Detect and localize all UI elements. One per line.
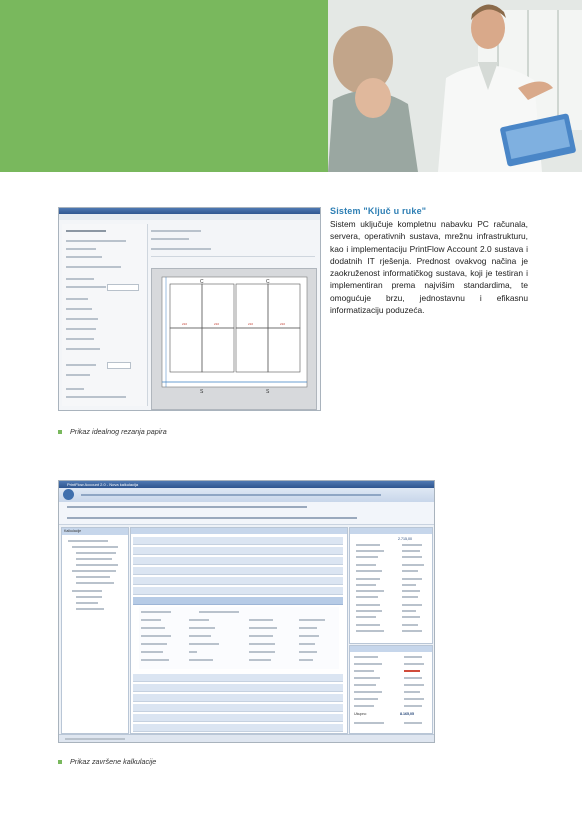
photo-illustration bbox=[328, 0, 582, 172]
list-row[interactable] bbox=[133, 577, 343, 585]
select-field-2[interactable] bbox=[107, 362, 131, 369]
caption-bullet bbox=[58, 430, 62, 434]
summary-total-value: 8.165,05 bbox=[400, 712, 414, 716]
svg-text:210: 210 bbox=[280, 322, 286, 326]
window-titlebar bbox=[59, 481, 434, 488]
green-banner bbox=[0, 0, 328, 172]
detail-table bbox=[139, 607, 339, 669]
list-row[interactable] bbox=[133, 684, 343, 692]
screenshot-paper-cutting bbox=[58, 207, 321, 411]
select-field[interactable] bbox=[107, 284, 139, 291]
list-row[interactable] bbox=[133, 587, 343, 595]
settings-panel bbox=[62, 224, 148, 406]
svg-text:S: S bbox=[200, 389, 204, 395]
app-orb[interactable] bbox=[63, 489, 74, 500]
properties-panel bbox=[349, 527, 433, 644]
tree-panel bbox=[61, 527, 129, 734]
caption-paper-cutting: Prikaz idealnog rezanja papira bbox=[70, 427, 167, 436]
list-row[interactable] bbox=[133, 547, 343, 555]
ribbon-tabs bbox=[59, 488, 434, 502]
photo-meeting bbox=[328, 0, 582, 172]
list-row[interactable] bbox=[133, 674, 343, 682]
calculation-list bbox=[130, 527, 348, 734]
list-row[interactable] bbox=[133, 704, 343, 712]
caption-calculation: Prikaz završene kalkulacije bbox=[70, 757, 157, 766]
list-row[interactable] bbox=[133, 557, 343, 565]
summary-total-label: Ukupno bbox=[354, 712, 367, 716]
toolbar-row-2 bbox=[59, 513, 434, 525]
list-row[interactable] bbox=[133, 537, 343, 545]
status-bar bbox=[59, 734, 434, 743]
svg-text:210: 210 bbox=[182, 322, 188, 326]
list-row[interactable] bbox=[133, 694, 343, 702]
list-row-selected[interactable] bbox=[133, 597, 343, 605]
svg-text:C: C bbox=[266, 279, 270, 285]
svg-text:210: 210 bbox=[248, 322, 254, 326]
summary-panel bbox=[349, 645, 433, 734]
screenshot-calculation bbox=[58, 480, 435, 743]
list-row[interactable] bbox=[133, 724, 343, 732]
window-toolbar bbox=[59, 214, 320, 220]
list-row[interactable] bbox=[133, 567, 343, 575]
tree-panel-title: Kalkulacije bbox=[64, 529, 82, 533]
window-title: PrintFlow Account 2.0 - Nova kalkulacija bbox=[67, 482, 139, 487]
svg-text:C: C bbox=[200, 279, 204, 285]
tree-panel-header bbox=[62, 528, 128, 535]
cutting-canvas[interactable] bbox=[151, 268, 317, 410]
properties-top-value: 2.715,00 bbox=[398, 537, 412, 541]
list-row[interactable] bbox=[133, 714, 343, 722]
cutting-layout bbox=[152, 269, 316, 409]
section-paragraph: Sistem uključuje kompletnu nabavku PC računala, servera, operativnih sustava, mrežnu infrastrukturu, kao i implementaciju PrintFlow Account 2.0 sustava i dodatnih IT rješenja. Prednost ovakvog načina je zaokruženost informatičkog sustava, koji je testiran i implementiran prema najvišim standardima, te omogućuje brzu, jednostavnu i efikasnu informatizaciju poduzeća. bbox=[330, 219, 528, 316]
svg-text:S: S bbox=[266, 389, 270, 395]
svg-text:210: 210 bbox=[214, 322, 220, 326]
section-heading: Sistem "Ključ u ruke" bbox=[330, 206, 427, 216]
caption-bullet bbox=[58, 760, 62, 764]
